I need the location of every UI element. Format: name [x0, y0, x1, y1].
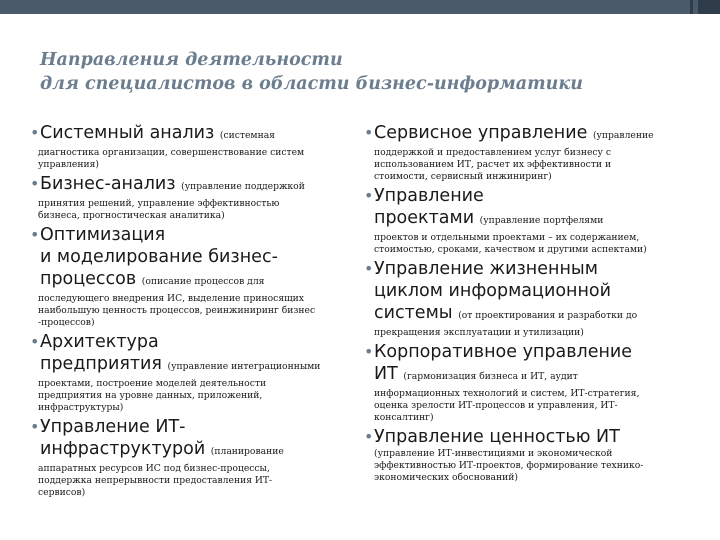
item-inline-detail: (описание процессов для [141, 276, 265, 287]
bullet-icon: • [364, 427, 374, 446]
list-item-lifecycle-management [364, 258, 694, 339]
left-column [30, 122, 360, 499]
top-bar-accent [690, 0, 693, 14]
item-heading: Управление жизненным [374, 259, 598, 279]
item-heading: Системный анализ [40, 123, 215, 143]
bullet-icon: • [30, 417, 40, 436]
item-heading: системы [374, 303, 453, 323]
bullet-icon: • [30, 174, 40, 193]
bullet-icon: • [364, 259, 374, 278]
right-column [364, 122, 694, 484]
item-detail-line: принятия решений, управление эффективностью [38, 198, 280, 209]
item-detail-line: последующего внедрения ИС, выделение приносящих [38, 293, 304, 304]
list-item-it-value-management [364, 426, 694, 484]
item-detail-line: использованием ИТ, расчет их эффективности и [374, 159, 612, 170]
list-item-it-infrastructure [30, 416, 360, 499]
item-detail-line: предприятия на уровне данных, приложений, [38, 390, 263, 401]
list-item-project-management [364, 185, 694, 256]
list-item-system-analysis [30, 122, 360, 171]
item-heading: ИТ [374, 364, 398, 384]
item-inline-detail: (гармонизация бизнеса и ИТ, аудит [403, 371, 578, 382]
item-detail-line: поддержкой и предоставлением услуг бизнесу с [374, 147, 612, 158]
title-line-2: для специалистов в области бизнес-информатики [40, 74, 583, 94]
item-detail-line: диагностика организации, совершенствование систем [38, 147, 305, 158]
item-detail-line: наибольшую ценность процессов, реинжиниринг бизнес [38, 305, 316, 316]
item-detail-line: оценка зрелости ИТ-процессов и управления, ИТ- [374, 400, 618, 411]
list-item-business-analysis [30, 173, 360, 222]
item-detail-line: проектов и отдельными проектами – их содержанием, [374, 232, 640, 243]
item-heading: Корпоративное управление [374, 342, 633, 362]
item-heading: и моделирование бизнес- [40, 247, 278, 267]
item-detail-line: аппаратных ресурсов ИС под бизнес-процессы, [38, 463, 270, 474]
item-detail-line: сервисов) [38, 487, 86, 498]
top-bar-accent [698, 0, 720, 14]
item-detail-line: -процессов) [38, 317, 95, 328]
item-heading: Сервисное управление [374, 123, 588, 143]
item-heading: Управление [374, 186, 484, 206]
item-inline-detail: (от проектирования и разработки до [458, 310, 638, 321]
bullet-icon: • [364, 342, 374, 361]
bullet-icon: • [364, 186, 374, 205]
list-item-enterprise-architecture [30, 331, 360, 414]
item-detail-line: прекращения эксплуатации и утилизации) [374, 327, 584, 338]
list-item-process-optimization [30, 224, 360, 329]
item-detail-line: информационных технологий и систем, ИТ-стратегия, [374, 388, 640, 399]
bullet-icon: • [30, 123, 40, 142]
item-heading: Бизнес-анализ [40, 174, 176, 194]
item-heading: проектами [374, 208, 475, 228]
item-inline-detail: (управление поддержкой [181, 181, 305, 192]
list-item-service-management [364, 122, 694, 183]
bullet-icon: • [364, 123, 374, 142]
item-heading: циклом информационной [374, 281, 611, 301]
item-heading: инфраструктурой [40, 439, 206, 459]
item-detail-line: стоимостью, сроками, качеством и другими аспектами) [374, 244, 647, 255]
item-inline-detail: (планирование [210, 446, 284, 457]
item-detail-line: бизнеса, прогностическая аналитика) [38, 210, 225, 221]
item-detail-line: поддержка непрерывности предоставления ИТ- [38, 475, 273, 486]
item-heading: процессов [40, 269, 137, 289]
list-item-it-governance [364, 341, 694, 424]
item-heading: Управление ИТ- [40, 417, 186, 437]
item-inline-detail: (управление [592, 130, 654, 141]
item-detail-line: экономических обоснований) [374, 472, 518, 483]
item-heading: Управление ценностью ИТ [374, 427, 620, 447]
bullet-icon: • [30, 332, 40, 351]
item-detail-line: (управление ИТ-инвестициями и экономической [374, 448, 613, 459]
top-bar [0, 0, 720, 14]
slide-title [40, 48, 700, 96]
item-heading: Архитектура [40, 332, 159, 352]
item-inline-detail: (системная [219, 130, 275, 141]
item-detail-line: инфраструктуры) [38, 402, 124, 413]
item-inline-detail: (управление интеграционными [167, 361, 321, 372]
item-heading: Оптимизация [40, 225, 166, 245]
item-inline-detail: (управление портфелями [479, 215, 604, 226]
item-detail-line: управления) [38, 159, 99, 170]
item-detail-line: проектами, построение моделей деятельности [38, 378, 267, 389]
item-detail-line: эффективностью ИТ-проектов, формирование технико- [374, 460, 644, 471]
title-line-1: Направления деятельности [40, 50, 343, 70]
item-detail-line: консалтинг) [374, 412, 434, 423]
bullet-icon: • [30, 225, 40, 244]
item-heading: предприятия [40, 354, 162, 374]
item-detail-line: стоимости, сервисный инжиниринг) [374, 171, 552, 182]
